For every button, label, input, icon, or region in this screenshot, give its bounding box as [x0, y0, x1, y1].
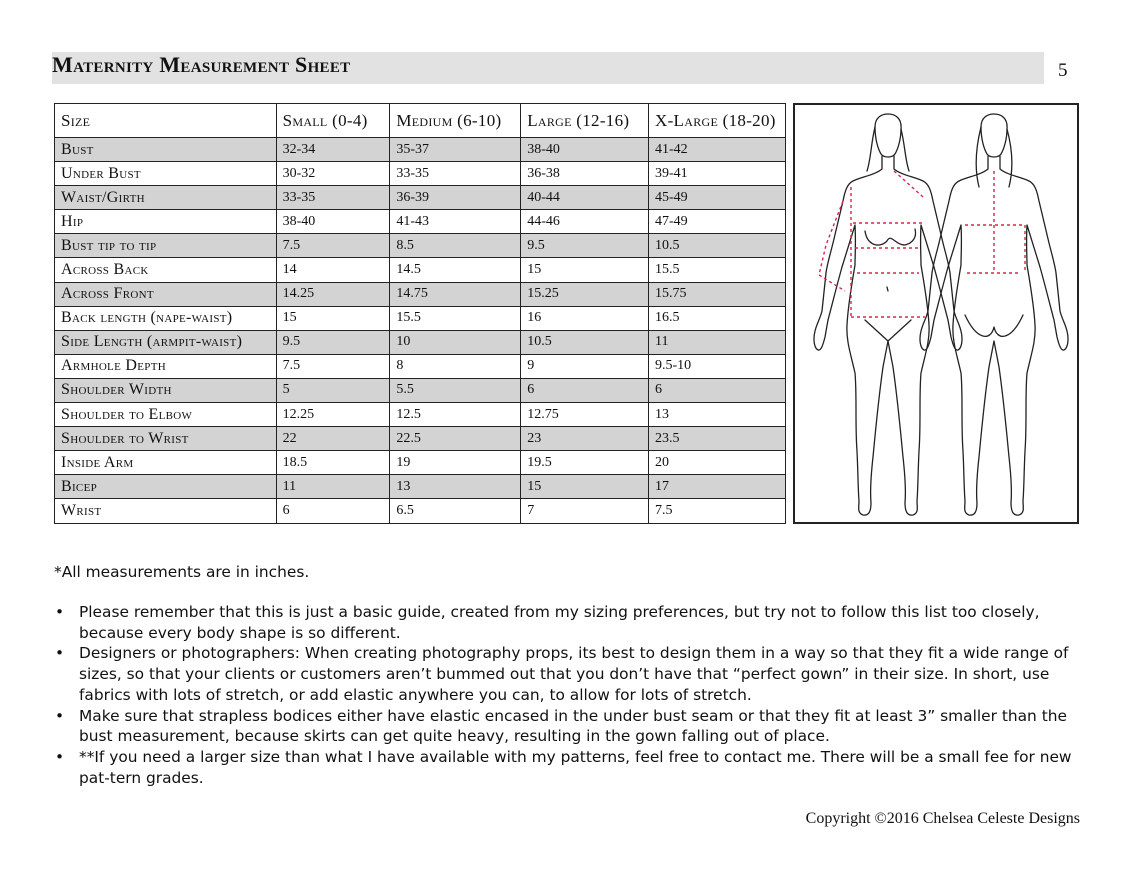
column-header-medium: Medium (6-10): [390, 104, 521, 138]
table-cell: 15: [521, 258, 649, 282]
table-row: [55, 354, 786, 378]
row-label: Back length (nape-waist): [55, 306, 277, 330]
note-item: [54, 706, 1094, 747]
column-header-size: Size: [55, 104, 277, 138]
row-label: Inside Arm: [55, 451, 277, 475]
row-label: Across Front: [55, 282, 277, 306]
table-row: [55, 451, 786, 475]
table-cell: 15.5: [649, 258, 786, 282]
note-item: [54, 643, 1094, 705]
table-cell: 44-46: [521, 210, 649, 234]
table-cell: 9.5-10: [649, 354, 786, 378]
page-number: 5: [1058, 60, 1068, 81]
table-row: [55, 306, 786, 330]
row-label: Across Back: [55, 258, 277, 282]
front-figure-bust-icon: [865, 229, 916, 245]
table-cell: 16.5: [649, 306, 786, 330]
table-row: [55, 427, 786, 451]
table-cell: 13: [649, 403, 786, 427]
table-cell: 19.5: [521, 451, 649, 475]
table-cell: 14.5: [390, 258, 521, 282]
table-cell: 32-34: [276, 138, 390, 162]
table-cell: 15: [276, 306, 390, 330]
table-cell: 5: [276, 378, 390, 402]
table-row: [55, 330, 786, 354]
table-cell: 33-35: [390, 162, 521, 186]
note-text: Please remember that this is just a basic guide, created from my sizing preferences, but try not to follow this list too closely, because every body shape is so different.: [79, 603, 1040, 642]
table-cell: 38-40: [276, 210, 390, 234]
table-cell: 38-40: [521, 138, 649, 162]
table-cell: 22: [276, 427, 390, 451]
note-text: Designers or photographers: When creating photography props, its best to design them in a way so that they fit a wide range of sizes, so that your clients or customers aren’t bummed out that you don’t have that “perfect gown” in their size. In short, use fabrics with lots of stretch, or add elastic anywhere you can, to allow for lots of stretch.: [79, 644, 1069, 704]
front-figure-hair-icon: [867, 127, 909, 171]
table-cell: 30-32: [276, 162, 390, 186]
row-label: Shoulder to Wrist: [55, 427, 277, 451]
table-cell: 6: [649, 378, 786, 402]
row-label: Wrist: [55, 499, 277, 523]
front-figure-body-icon: [814, 156, 962, 515]
table-row: [55, 234, 786, 258]
row-label: Bicep: [55, 475, 277, 499]
row-label: Hip: [55, 210, 277, 234]
column-header-xlarge: X-Large (18-20): [649, 104, 786, 138]
back-figure-seat-icon: [965, 315, 1023, 336]
table-row: [55, 162, 786, 186]
table-cell: 12.5: [390, 403, 521, 427]
table-cell: 47-49: [649, 210, 786, 234]
body-measurement-diagram: [793, 103, 1079, 524]
table-cell: 7.5: [649, 499, 786, 523]
row-label: Bust: [55, 138, 277, 162]
table-cell: 23: [521, 427, 649, 451]
table-cell: 15.5: [390, 306, 521, 330]
bullet-icon: •: [55, 706, 65, 725]
bullet-icon: •: [55, 747, 65, 766]
bullet-icon: •: [55, 603, 65, 621]
table-cell: 10.5: [521, 330, 649, 354]
note-item: [54, 747, 1094, 788]
table-cell: 14.25: [276, 282, 390, 306]
row-label: Under Bust: [55, 162, 277, 186]
table-row: [55, 138, 786, 162]
table-cell: 36-38: [521, 162, 649, 186]
measurement-table: [54, 103, 786, 524]
column-header-large: Large (12-16): [521, 104, 649, 138]
table-cell: 19: [390, 451, 521, 475]
table-cell: 41-42: [649, 138, 786, 162]
note-text: **If you need a larger size than what I have available with my patterns, feel free to contact me. There will be a small fee for new pat-tern grades.: [79, 747, 1072, 787]
table-cell: 16: [521, 306, 649, 330]
table-cell: 9.5: [521, 234, 649, 258]
table-cell: 10.5: [649, 234, 786, 258]
table-cell: 41-43: [390, 210, 521, 234]
table-cell: 11: [649, 330, 786, 354]
table-cell: 35-37: [390, 138, 521, 162]
table-cell: 33-35: [276, 186, 390, 210]
table-cell: 6: [521, 378, 649, 402]
row-label: Shoulder to Elbow: [55, 403, 277, 427]
table-cell: 7.5: [276, 354, 390, 378]
row-label: Shoulder Width: [55, 378, 277, 402]
table-cell: 23.5: [649, 427, 786, 451]
table-cell: 9: [521, 354, 649, 378]
table-cell: 18.5: [276, 451, 390, 475]
table-cell: 6: [276, 499, 390, 523]
table-cell: 7: [521, 499, 649, 523]
table-cell: 22.5: [390, 427, 521, 451]
notes-list: [54, 602, 1094, 788]
back-figure-head-icon: [981, 114, 1007, 157]
table-cell: 5.5: [390, 378, 521, 402]
table-row: [55, 258, 786, 282]
row-label: Armhole Depth: [55, 354, 277, 378]
table-cell: 14: [276, 258, 390, 282]
front-figure-groin-icon: [865, 320, 911, 341]
table-row: [55, 499, 786, 523]
units-note: *All measurements are in inches.: [54, 563, 310, 581]
note-text: Make sure that strapless bodices either have elastic encased in the under bust seam or that they fit at least 3” smaller than the bust measurement, because skirts can get quite heavy, resulting in the gown falling out of place.: [79, 706, 1067, 746]
table-row: [55, 475, 786, 499]
front-figure-navel-icon: [887, 287, 888, 291]
table-cell: 7.5: [276, 234, 390, 258]
table-cell: 6.5: [390, 499, 521, 523]
page-title: Maternity Measurement Sheet: [52, 52, 351, 77]
table-cell: 9.5: [276, 330, 390, 354]
copyright-notice: Copyright ©2016 Chelsea Celeste Designs: [805, 810, 1080, 827]
table-cell: 14.75: [390, 282, 521, 306]
row-label: Waist/Girth: [55, 186, 277, 210]
table-row: [55, 210, 786, 234]
table-cell: 11: [276, 475, 390, 499]
bullet-icon: •: [55, 644, 65, 663]
table-cell: 10: [390, 330, 521, 354]
front-shoulder-width-line-icon: [894, 171, 923, 197]
table-cell: 15.75: [649, 282, 786, 306]
table-cell: 39-41: [649, 162, 786, 186]
table-cell: 15: [521, 475, 649, 499]
note-item: [54, 602, 1094, 643]
table-cell: 8: [390, 354, 521, 378]
table-row: [55, 186, 786, 210]
table-row: [55, 403, 786, 427]
table-cell: 45-49: [649, 186, 786, 210]
notes-section: [54, 562, 1094, 788]
table-cell: 8.5: [390, 234, 521, 258]
table-header-row: [55, 104, 786, 138]
table-cell: 36-39: [390, 186, 521, 210]
table-body: [55, 138, 786, 524]
column-header-small: Small (0-4): [276, 104, 390, 138]
table-cell: 15.25: [521, 282, 649, 306]
table-cell: 12.25: [276, 403, 390, 427]
table-cell: 12.75: [521, 403, 649, 427]
table-row: [55, 282, 786, 306]
front-figure-head-icon: [875, 114, 901, 157]
row-label: Side Length (armpit-waist): [55, 330, 277, 354]
table-cell: 20: [649, 451, 786, 475]
table-cell: 13: [390, 475, 521, 499]
row-label: Bust tip to tip: [55, 234, 277, 258]
figure-illustration: [795, 105, 1077, 522]
table-cell: 17: [649, 475, 786, 499]
table-cell: 40-44: [521, 186, 649, 210]
table-row: [55, 378, 786, 402]
